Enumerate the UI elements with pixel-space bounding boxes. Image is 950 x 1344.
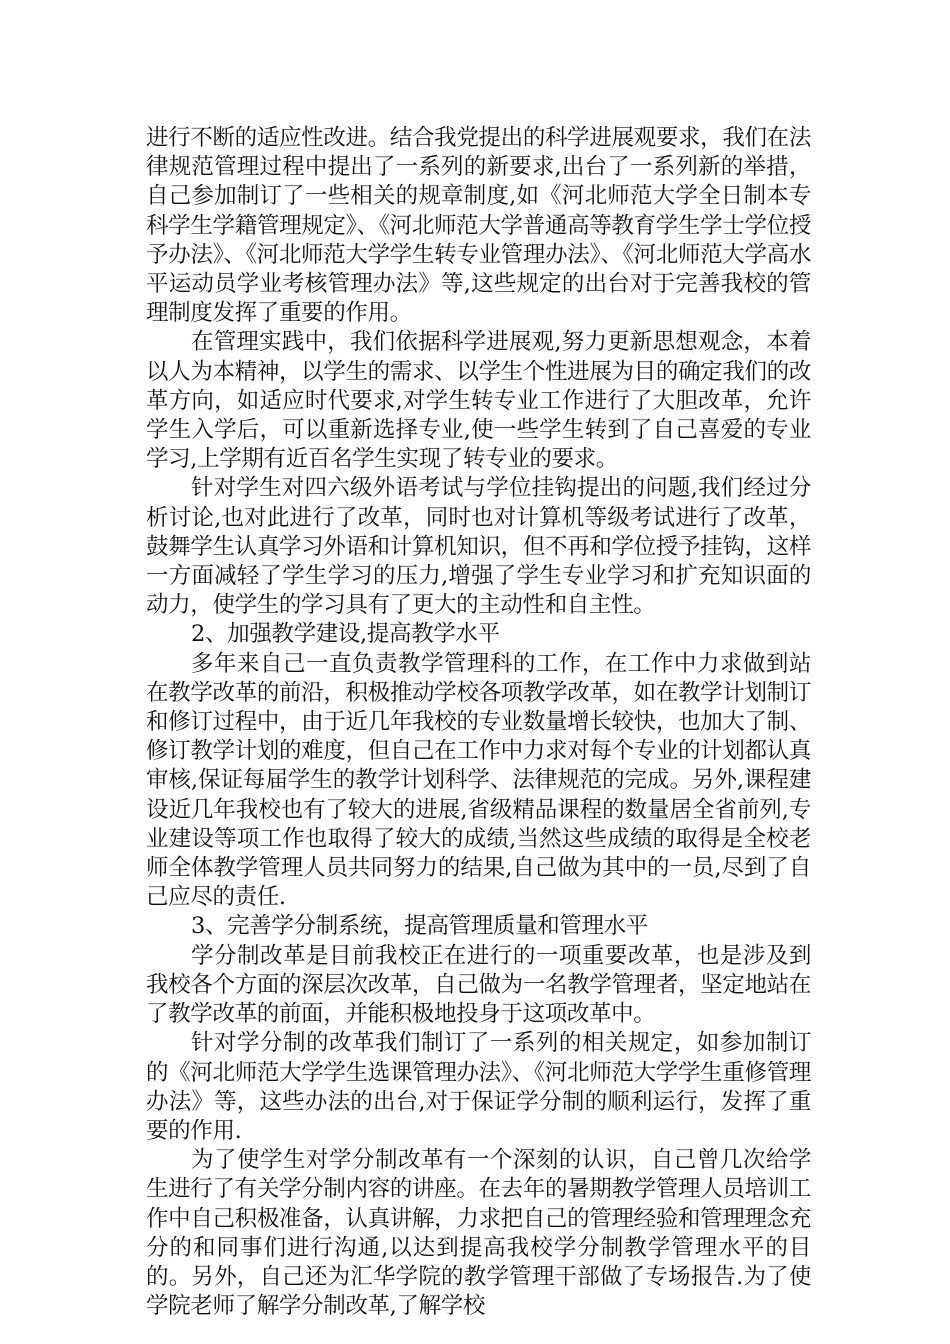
paragraph: 进行不断的适应性改进。结合我党提出的科学进展观要求，我们在法律规范管理过程中提出了一系列的新要求,出台了一系列新的举措，自己参加制订了一些相关的规章制度,如《河北师范大学全日制本专科学生学籍管理规定》、《河北师范大学普通高等教育学生学士学位授予办法》、《河北师范大学学生转专业管理办法》、《河北师范大学高水平运动员学业考核管理办法》等,这些规定的出台对于完善我校的管理制度发挥了重要的作用。	[146, 125, 811, 327]
paragraph: 在管理实践中，我们依据科学进展观,努力更新思想观念，本着以人为本精神，以学生的需求、以学生个性进展为目的确定我们的改革方向，如适应时代要求,对学生转专业工作进行了大胆改革，允许学生入学后，可以重新选择专业,使一些学生转到了自己喜爱的专业学习,上学期有近百名学生实现了转专业的要求。	[146, 329, 811, 473]
section-heading: 3、完善学分制系统，提高管理质量和管理水平	[191, 913, 648, 940]
paragraph: 针对学生对四六级外语考试与学位挂钩提出的问题,我们经过分析讨论,也对此进行了改革，同时也对计算机等级考试进行了改革，鼓舞学生认真学习外语和计算机知识，但不再和学位授予挂钩，这样一方面减轻了学生学习的压力,增强了学生专业学习和扩充知识面的动力，使学生的学习具有了更大的主动性和自主性。	[146, 475, 811, 619]
paragraph: 为了使学生对学分制改革有一个深刻的认识，自己曾几次给学生进行了有关学分制内容的讲座。在去年的暑期教学管理人员培训工作中自己积极准备，认真讲解，力求把自己的管理经验和管理理念充分的和同事们进行沟通,以达到提高我校学分制教学管理水平的目的。另外，自己还为汇华学院的教学管理干部做了专场报告.为了使学院老师了解学分制改革,了解学校	[146, 1147, 811, 1320]
paragraph: 针对学分制的改革我们制订了一系列的相关规定，如参加制订的《河北师范大学学生选课管理办法》、《河北师范大学学生重修管理办法》等，这些办法的出台,对于保证学分制的顺利运行，发挥了重要的作用.	[146, 1030, 811, 1144]
section-heading: 2、加强教学建设,提高教学水平	[191, 621, 500, 648]
paragraph: 学分制改革是目前我校正在进行的一项重要改革，也是涉及到我校各个方面的深层次改革，自己做为一名教学管理者，坚定地站在了教学改革的前面，并能积极地投身于这项改革中。	[146, 942, 811, 1028]
document-body	[146, 124, 811, 1321]
paragraph: 多年来自己一直负责教学管理科的工作，在工作中力求做到站在教学改革的前沿，积极推动学校各项教学改革，如在教学计划制订和修订过程中，由于近几年我校的专业数量增长较快，也加大了制、修订教学计划的难度，但自己在工作中力求对每个专业的计划都认真审核,保证每届学生的教学计划科学、法律规范的完成。另外,课程建设近几年我校也有了较大的进展,省级精品课程的数量居全省前列,专业建设等项工作也取得了较大的成绩,当然这些成绩的取得是全校老师全体教学管理人员共同努力的结果,自己做为其中的一员,尽到了自己应尽的责任.	[146, 650, 811, 911]
